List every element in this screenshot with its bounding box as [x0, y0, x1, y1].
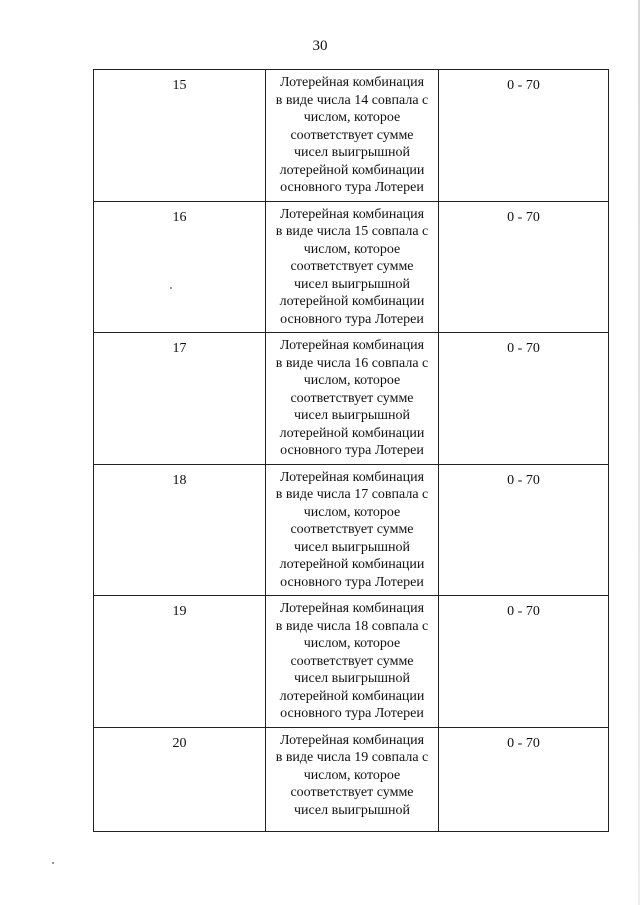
description-line: лотерейной комбинации — [279, 557, 425, 572]
row-range: 0 - 70 — [439, 596, 609, 728]
row-number: 18 — [94, 464, 266, 596]
table-row — [94, 70, 609, 202]
description-line: Лотерейная комбинация — [279, 338, 425, 353]
description-line: соответствует сумме — [290, 522, 414, 537]
table-row — [94, 596, 609, 728]
description-line: соответствует сумме — [290, 785, 414, 800]
description-line: в виде числа 19 совпала с — [275, 750, 429, 765]
table-row — [94, 727, 609, 831]
prize-table — [93, 69, 609, 832]
description-line: основного тура Лотереи — [280, 180, 424, 195]
page-number: 30 — [312, 38, 328, 54]
table-body — [94, 70, 609, 832]
row-range: 0 - 70 — [439, 201, 609, 333]
table-row — [94, 333, 609, 465]
description-line: лотерейной комбинации — [279, 294, 425, 309]
description-line: чисел выигрышной — [293, 276, 411, 292]
description-line: Лотерейная комбинация — [279, 732, 425, 748]
description-line: чисел выигрышной — [293, 539, 411, 555]
description-line: числом, которое — [303, 373, 401, 388]
row-description — [266, 464, 439, 596]
description-line: лотерейной комбинации — [279, 162, 425, 178]
row-number: 20 — [94, 727, 266, 831]
description-line: основного тура Лотереи — [280, 574, 424, 590]
description-line: соответствует сумме — [290, 390, 414, 406]
description-line: лотерейной комбинации — [279, 425, 425, 441]
row-number: 17 — [94, 333, 266, 465]
row-range: 0 - 70 — [439, 727, 609, 831]
row-range: 0 - 70 — [439, 70, 609, 202]
row-description — [266, 70, 439, 202]
description-line: числом, которое — [303, 636, 401, 651]
description-line: чисел выигрышной — [293, 145, 411, 160]
row-description — [266, 333, 439, 465]
row-range: 0 - 70 — [439, 333, 609, 465]
scan-speck — [170, 287, 172, 289]
table-row — [94, 464, 609, 596]
description-line: основного тура Лотереи — [280, 311, 424, 327]
description-line: соответствует сумме — [290, 653, 414, 669]
row-range: 0 - 70 — [439, 464, 609, 596]
description-line: числом, которое — [303, 241, 401, 257]
description-line: лотерейной комбинации — [279, 688, 425, 704]
row-description — [266, 201, 439, 333]
table-row — [94, 201, 609, 333]
description-line: в виде числа 15 совпала с — [275, 224, 429, 239]
description-line: чисел выигрышной — [293, 802, 411, 818]
description-line: в виде числа 17 совпала с — [275, 487, 429, 502]
description-line: основного тура Лотереи — [280, 443, 424, 458]
description-line: в виде числа 16 совпала с — [275, 355, 429, 371]
description-line: Лотерейная комбинация — [279, 469, 425, 485]
description-line: соответствует сумме — [290, 259, 414, 274]
row-number: 15 — [94, 70, 266, 202]
row-number: 19 — [94, 596, 266, 728]
row-description — [266, 596, 439, 728]
description-line: Лотерейная комбинация — [279, 601, 425, 616]
description-line: Лотерейная комбинация — [279, 206, 425, 222]
row-description — [266, 727, 439, 831]
description-line: числом, которое — [303, 767, 401, 783]
description-line: в виде числа 18 совпала с — [275, 618, 429, 634]
row-number: 16 — [94, 201, 266, 333]
description-line: Лотерейная комбинация — [279, 75, 425, 90]
description-line: числом, которое — [303, 504, 401, 520]
description-line: чисел выигрышной — [293, 408, 411, 423]
scan-speck — [52, 862, 54, 864]
description-line: основного тура Лотереи — [280, 706, 424, 721]
description-line: чисел выигрышной — [293, 671, 411, 686]
description-line: числом, которое — [303, 110, 401, 125]
description-line: в виде числа 14 совпала с — [275, 92, 429, 108]
description-line: соответствует сумме — [290, 127, 414, 143]
